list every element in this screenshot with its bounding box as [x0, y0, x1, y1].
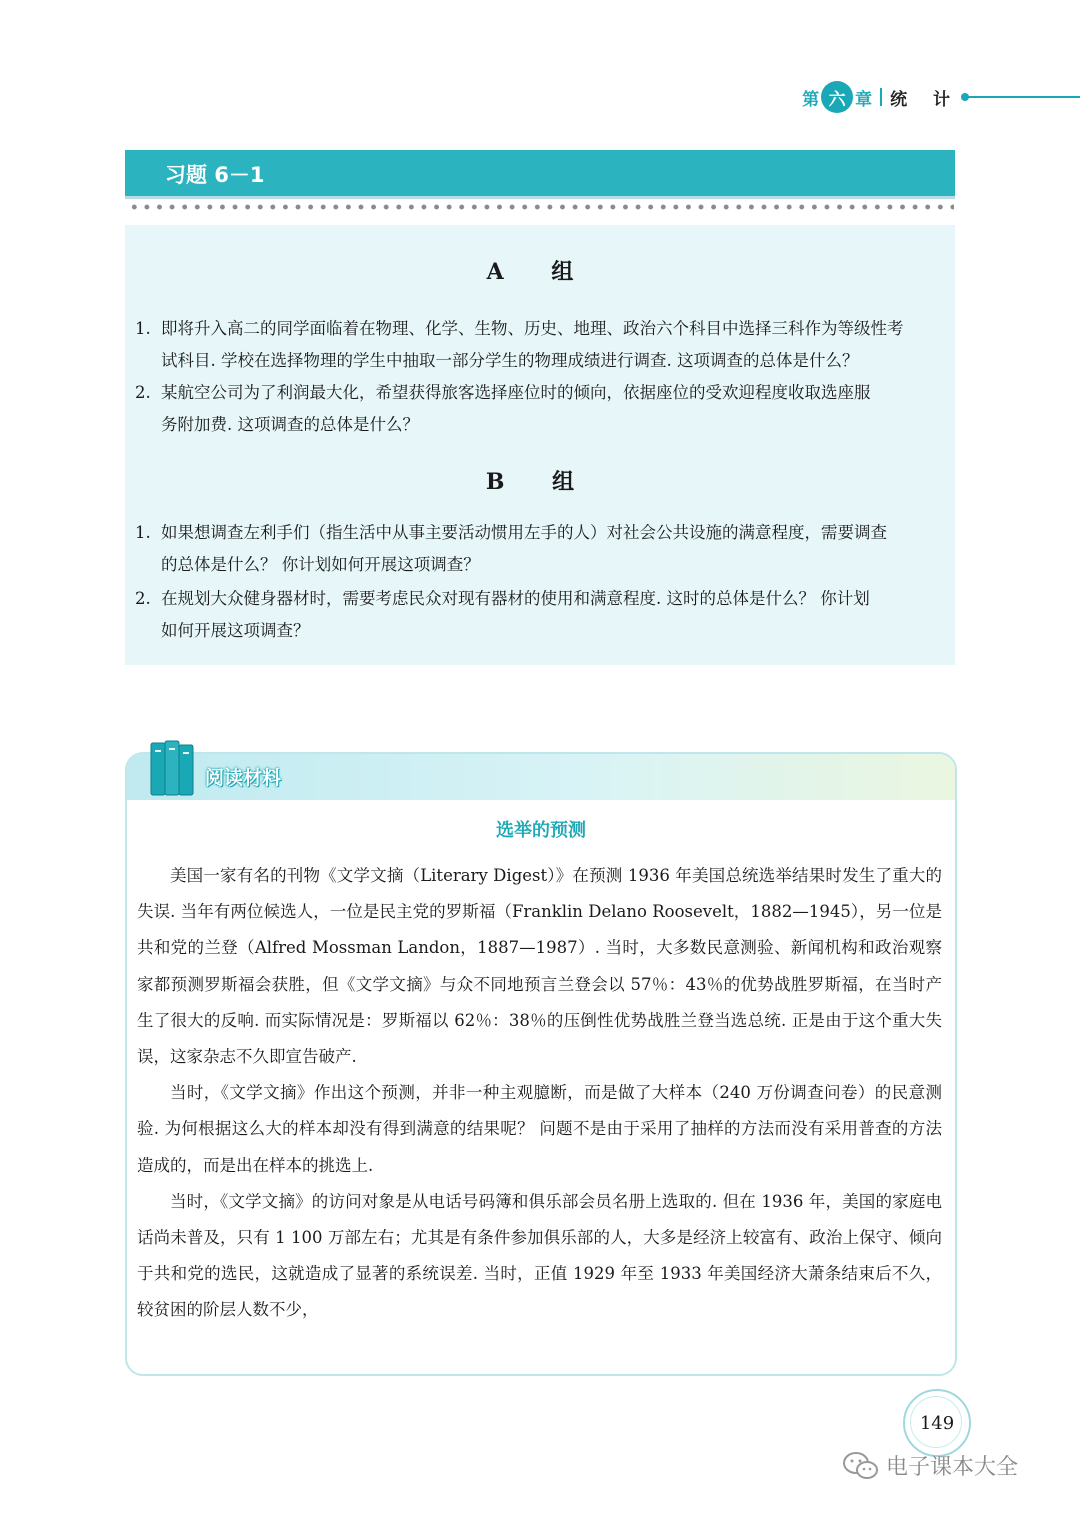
- reading-label: 阅读材料: [205, 767, 282, 789]
- problem-text-line1: 在规划大众健身器材时，需要考虑民众对现有器材的使用和满意程度. 这时的总体是什么？ 你计划: [161, 589, 870, 608]
- wechat-icon: [842, 1451, 880, 1481]
- article-title: 选举的预测: [496, 820, 586, 841]
- article-paragraph: 当时，《文学文摘》作出这个预测，并非一种主观臆断，而是做了大样本（240 万份调查问卷）的民意测验. 为何根据这么大的样本却没有得到满意的结果呢？ 问题不是由于采用了抽样的方法而没有采用普查的方法造成的，而是出在样本的挑选上.: [137, 1083, 942, 1175]
- problem-text-line2: 的总体是什么？ 你计划如何开展这项调查？: [161, 555, 480, 574]
- problem-text-line2: 试科目. 学校在选择物理的学生中抽取一部分学生的物理成绩进行调查. 这项调查的总体是什么？: [161, 351, 859, 370]
- problem-text-line2: 务附加费. 这项调查的总体是什么？: [161, 415, 419, 434]
- problem-number: 1.: [135, 319, 151, 338]
- books-icon: [147, 737, 205, 797]
- watermark: [842, 1450, 1018, 1481]
- article-paragraph: 美国一家有名的刊物《文学文摘（Literary Digest）》在预测 1936 年美国总统选举结果时发生了重大的失误. 当年有两位候选人，一位是民主党的罗斯福（Franklin Delano Roosevelt，1882—1945），另一位是共和党的兰登（Alfred Mossman Landon，1887—1987）. 当时，大多数民意测验、新闻机构和政治观察家都预测罗斯福会获胜，但《文学文摘》与众不同地预言兰登会以 57％：43％的优势战胜罗斯福，在当时产生了很大的反响. 而实际情况是：罗斯福以 62％：38％的压倒性优势战胜兰登当选总统. 正是由于这个重大失误，这家杂志不久即宣告破产.: [137, 866, 942, 1067]
- chapter-divider: [880, 88, 882, 106]
- problem-text-line1: 即将升入高二的同学面临着在物理、化学、生物、历史、地理、政治六个科目中选择三科作为等级性考: [161, 319, 904, 338]
- chapter-header: [802, 80, 1080, 114]
- group-b-problem-2: [135, 583, 950, 647]
- page-number: [903, 1389, 971, 1457]
- group-b-heading: B 组: [485, 469, 595, 495]
- watermark-text: 电子课本大全: [886, 1455, 1019, 1480]
- chapter-title: 统 计: [890, 89, 960, 110]
- exercise-panel: [125, 225, 955, 665]
- reading-material-box: [125, 752, 957, 1376]
- group-a-heading: A 组: [486, 259, 594, 285]
- problem-number: 2.: [135, 589, 151, 608]
- exercise-banner: [125, 150, 955, 196]
- dotted-divider: [128, 204, 954, 210]
- group-a-problem-2: [135, 377, 950, 441]
- problem-text-line1: 某航空公司为了利润最大化，希望获得旅客选择座位时的倾向，依据座位的受欢迎程度收取选座服: [161, 383, 871, 402]
- exercise-title: 习题 6－1: [165, 163, 265, 187]
- chapter-suffix: 章: [855, 89, 873, 110]
- chapter-number-badge: 六: [821, 81, 853, 113]
- group-a-problem-1: [135, 313, 950, 377]
- problem-number: 1.: [135, 523, 151, 542]
- problem-text-line2: 如何开展这项调查？: [161, 621, 310, 640]
- chapter-prefix: 第: [802, 89, 820, 110]
- problem-number: 2.: [135, 383, 151, 402]
- group-b-problem-1: [135, 517, 950, 581]
- page-number-text: 149: [919, 1412, 955, 1434]
- chapter-dot-line: [964, 96, 1080, 98]
- article-body: [137, 858, 942, 1329]
- article-paragraph: 当时，《文学文摘》的访问对象是从电话号码簿和俱乐部会员名册上选取的. 但在 1936 年，美国的家庭电话尚未普及，只有 1 100 万部左右；尤其是有条件参加俱乐部的人，大多是经济上较富有、政治上保守、倾向于共和党的选民，这就造成了显著的系统误差. 当时，正值 1929 年至 1933 年美国经济大萧条结束后不久，较贫困的阶层人数不少，: [137, 1191, 942, 1320]
- problem-text-line1: 如果想调查左利手们（指生活中从事主要活动惯用左手的人）对社会公共设施的满意程度，需要调查: [161, 523, 887, 542]
